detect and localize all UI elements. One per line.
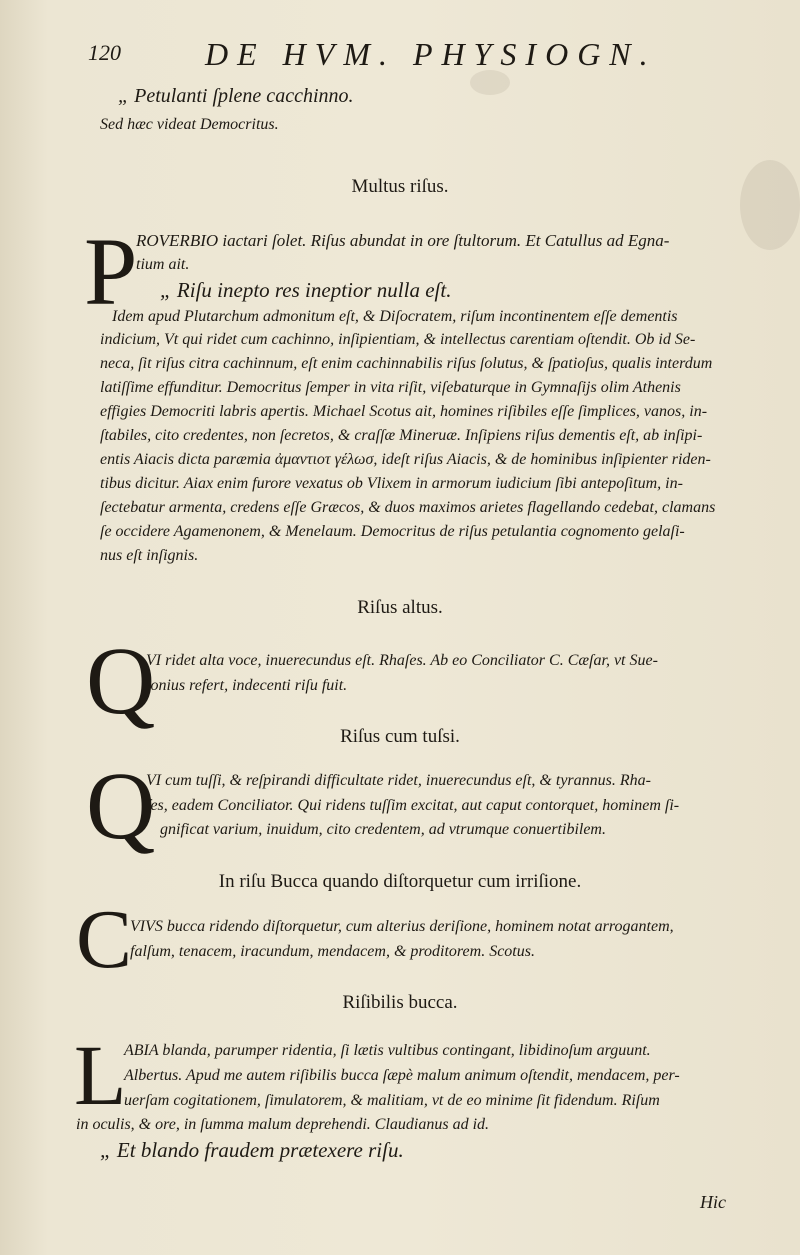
catchword: Hic (700, 1192, 726, 1212)
text-line: tium ait. (136, 256, 190, 273)
text-line: gnificat varium, inuidum, cito credentem, ad vtrumque conuertibilem. (160, 821, 606, 838)
section-heading: Riſus cum tuſsi. (340, 726, 460, 747)
text-line: VI cum tuſſi, & reſpirandi difficultate ridet, inuerecundus eſt, & tyrannus. Rha- (146, 772, 651, 789)
text-line: VIVS bucca ridendo diſtorquetur, cum alterius deriſione, hominem notat arrogantem, (130, 918, 674, 935)
text-line: tonius refert, indecenti riſu fuit. (146, 677, 348, 694)
text-line: uerſam cogitationem, ſimulatorem, & malitiam, vt de eo minime ſit fidendum. Riſum (124, 1092, 660, 1109)
verse-quote: „ Petulanti ſplene cacchinno. (118, 85, 354, 107)
drop-cap: Q (86, 627, 156, 734)
section-heading: Multus riſus. (351, 176, 449, 197)
text-line: effigies Democriti labris apertis. Michael Scotus ait, homines riſibiles eſſe ſimplices, vanos, in- (100, 403, 708, 420)
drop-cap: Q (86, 752, 156, 859)
running-title: DE HVM. PHYSIOGN. (205, 36, 657, 72)
text-line: ſe occidere Agamenonem, & Menelaum. Democritus de riſus petulantia cognomento gelaſi- (100, 523, 685, 540)
text-line: ROVERBIO iactari ſolet. Riſus abundat in ore ſtultorum. Et Catullus ad Egna- (136, 231, 670, 250)
text-line: tibus dicitur. Aiax enim furore vexatus ob Vlixem in armorum iudicium ſibi antepoſitum, in- (100, 475, 683, 492)
section-heading: Riſibilis bucca. (342, 992, 458, 1013)
paper-stain (470, 70, 510, 95)
text-line: Albertus. Apud me autem riſibilis bucca ſæpè malum animum oſtendit, mendacem, per- (124, 1067, 680, 1084)
verse-quote: „ Et blando fraudem prætexere riſu. (100, 1138, 404, 1162)
text-line: falſum, tenacem, iracundum, mendacem, & proditorem. Scotus. (130, 943, 535, 960)
text-line: entis Aiacis dicta paræmia ἀμαντιοτ γέλωσ, ideſt riſus Aiacis, & de hominibus inſipienter riden- (100, 451, 711, 468)
text-line: ſtabiles, cito credentes, non ſecretos, & craſſæ Mineruæ. Inſipiens riſus dementis eſt, ab inſipi- (100, 427, 703, 444)
text-line: nus eſt inſignis. (100, 547, 199, 564)
section-heading: Riſus altus. (357, 597, 443, 618)
text-line: latiſſime effunditur. Democritus ſemper in vita riſit, viſebaturque in Gymnaſijs olim Athenis (100, 379, 681, 396)
text-line: neca, ſit riſus citra cachinnum, eſt enim cachinnabilis riſus ſolutus, & ſpatioſus, qualis interdum (100, 355, 713, 372)
text-line: Sed hæc videat Democritus. (100, 116, 279, 133)
drop-cap: P (84, 218, 138, 325)
page-number: 120 (88, 40, 121, 65)
text-line: indicium, Vt qui ridet cum cachinno, inſipientiam, & intellectus carentiam oſtendit. Ob id Se- (100, 331, 696, 348)
text-line: in oculis, & ore, in ſumma malum deprehendi. Claudianus ad id. (76, 1116, 490, 1133)
verse-quote: „ Riſu inepto res ineptior nulla eſt. (160, 278, 452, 302)
text-line: VI ridet alta voce, inuerecundus eſt. Rhaſes. Ab eo Conciliator C. Cæſar, vt Sue- (146, 652, 658, 669)
text-line: ABIA blanda, parumper ridentia, ſi lætis vultibus contingant, libidinoſum arguunt. (124, 1042, 651, 1059)
drop-cap: L (74, 1027, 127, 1123)
text-line: ſectebatur armenta, credens eſſe Græcos, & duos maximos arietes flagellando cedebat, clamans (100, 499, 716, 516)
text-line: Idem apud Plutarchum admonitum eſt, & Diſocratem, riſum incontinentem eſſe dementis (112, 308, 678, 325)
text-line: ſes, eadem Conciliator. Qui ridens tuſſim excitat, aut caput contorquet, hominem ſi- (146, 797, 680, 814)
paper-stain (740, 160, 800, 250)
section-heading: In riſu Bucca quando diſtorquetur cum irriſione. (218, 871, 582, 892)
drop-cap: C (76, 893, 133, 986)
